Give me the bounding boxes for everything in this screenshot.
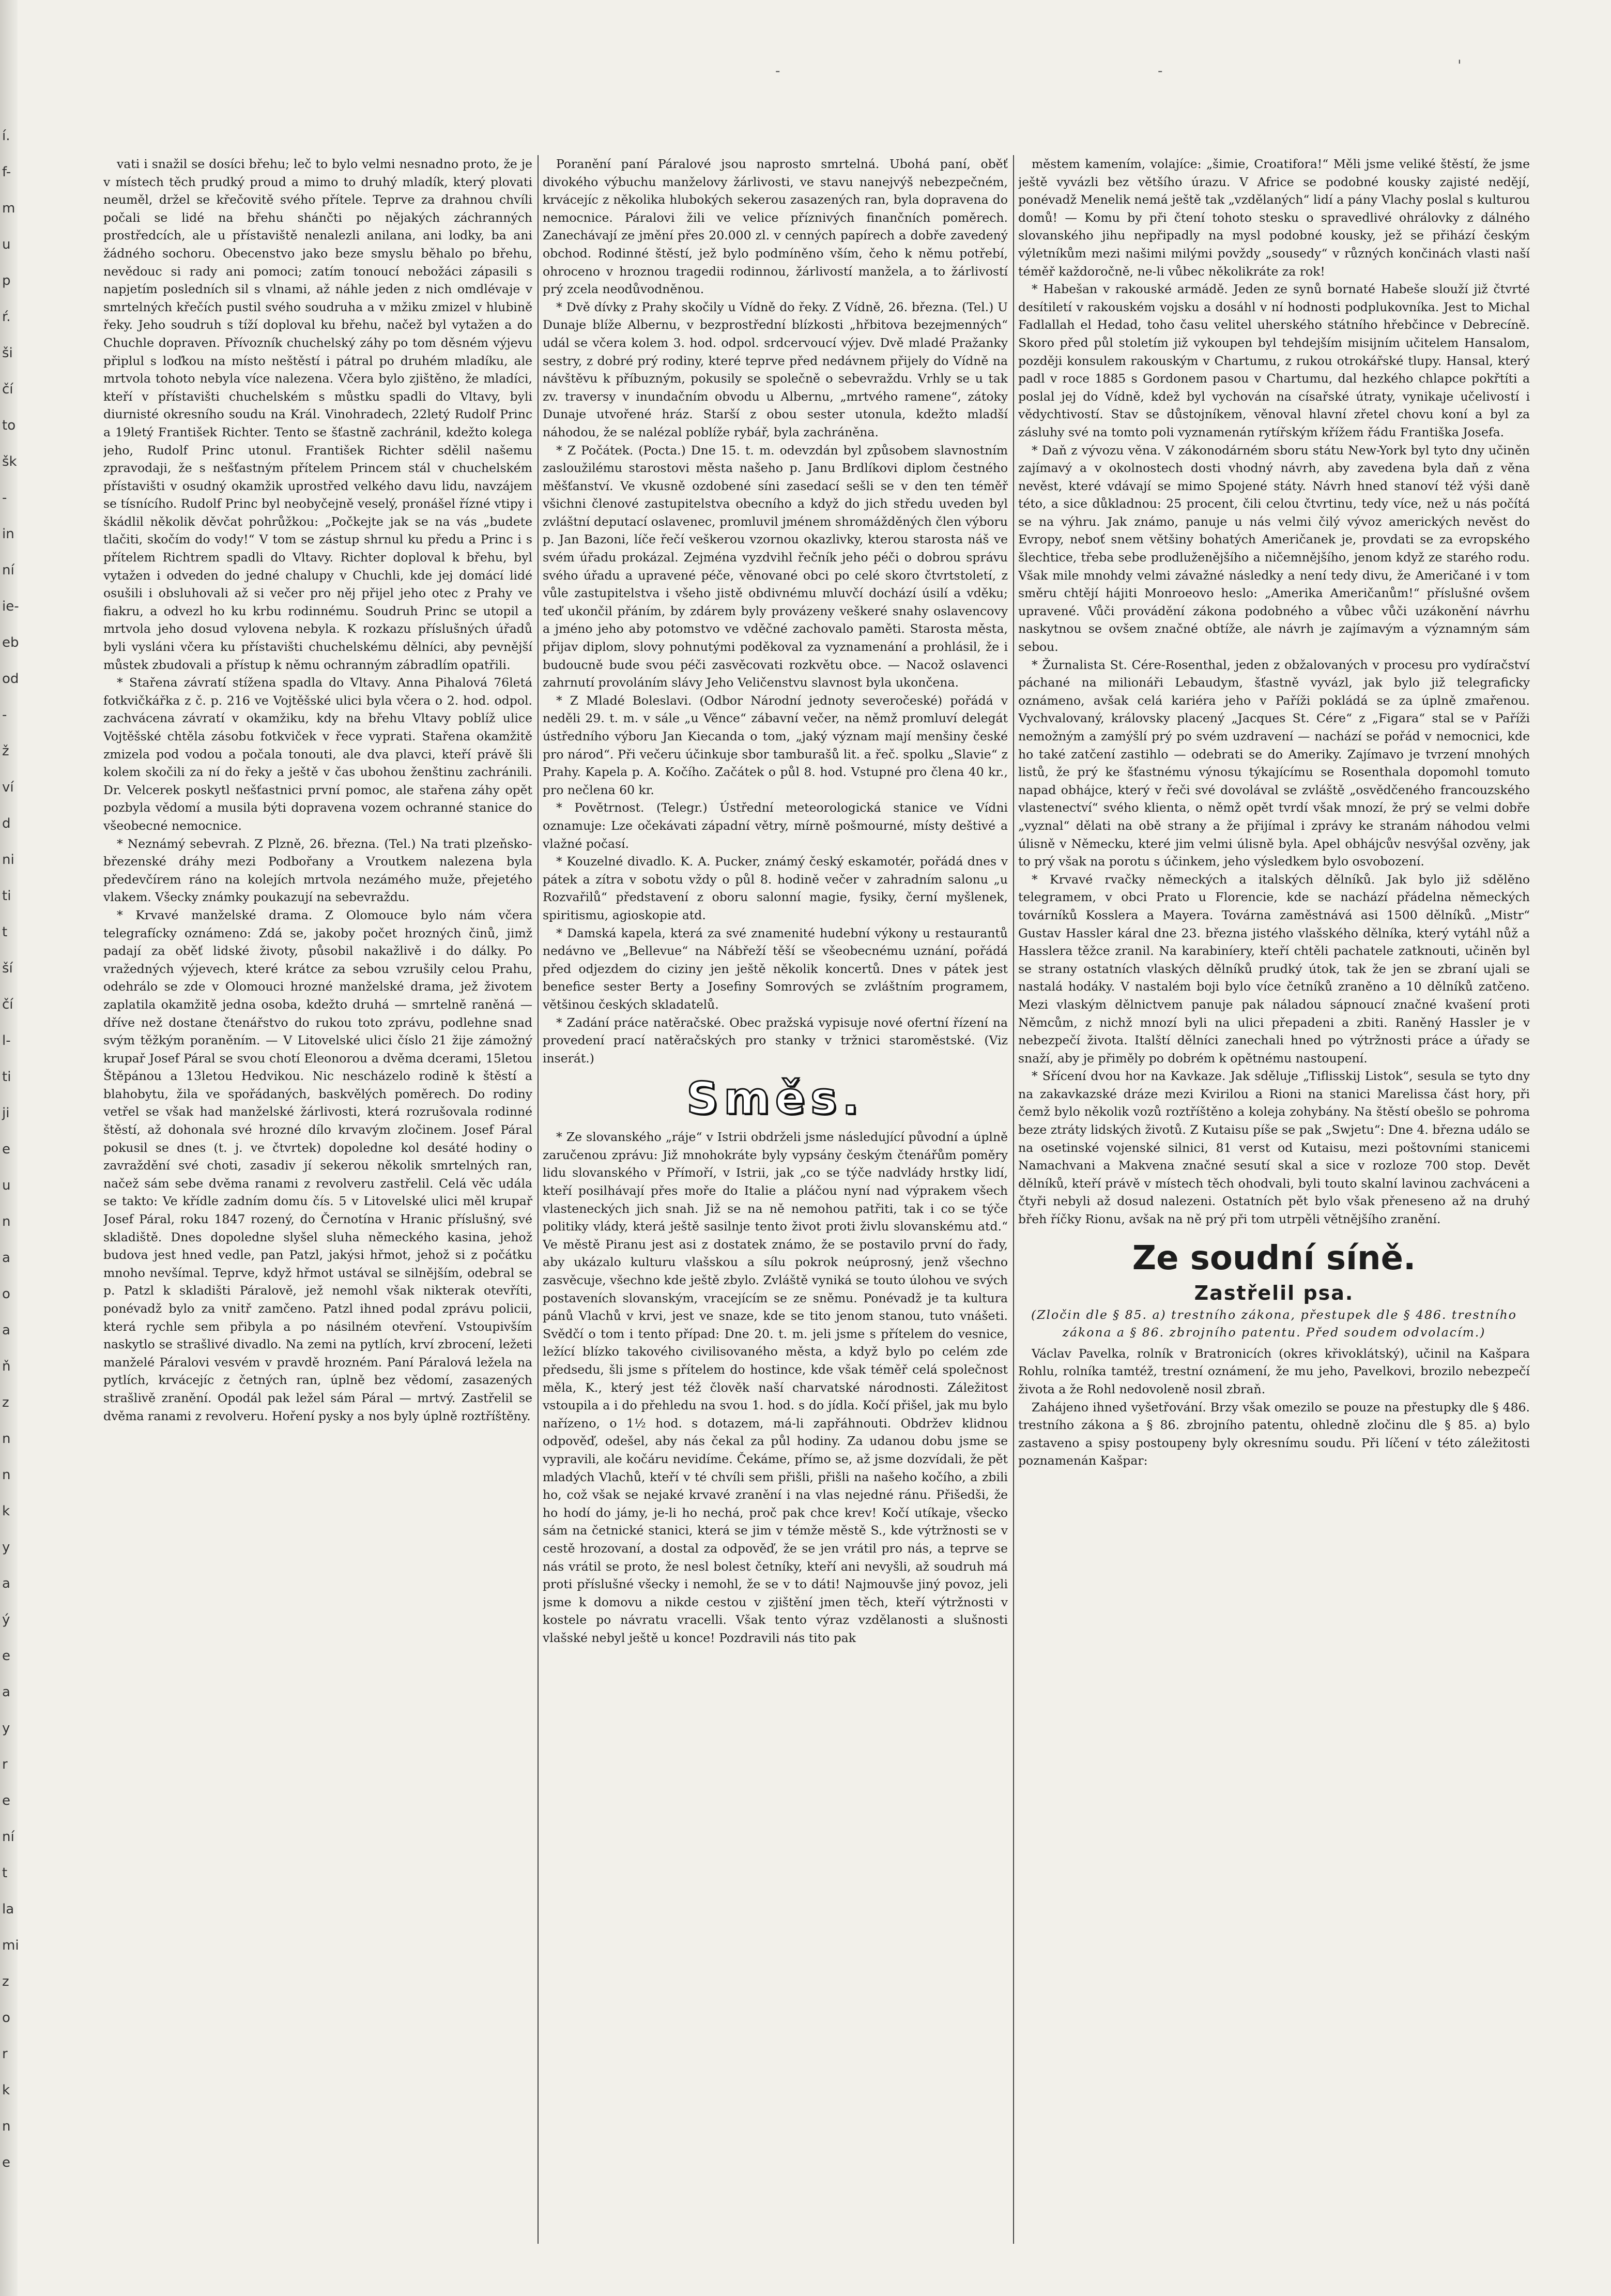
- margin-fragment: od: [2, 671, 19, 687]
- margin-fragment: ý: [2, 1612, 10, 1628]
- article-damska-kapela: * Damská kapela, která za své znamenité hudební výkony u restaurantů nedávno ve „Bellevue“ na Nábřeží těší se všeobecnému uznání, pořádá před odjezdem do ciziny jen ještě několik koncertů. Dnes v pátek jest benefice sester Berty a Josefiny Somrových se zvláštním programem, většinou českých skladatelů.: [543, 925, 1008, 1012]
- article-text: Poranění paní Páralové jsou naprosto smrtelná. Ubohá paní, oběť divokého výbuchu manželovy žárlivosti, ve stavu nanejvýš nebezpečném, krvácejíc z několika hlubokých sekerou zasazených ran, byla dopravena do nemocnice. Páralovi žili ve velice příznivých finančních poměrech. Zanechávají ze jmění přes 20.000 zl. v cenných papírech a dobře zavedený obchod. Rodinné štěstí, jež bylo podmíněno vším, čeho k němu potřebí, ohroceno v hroznou tragedii rodinnou, žárlivostí manžela, a to žárlivostí prý zcela neodůvodněnou.: [543, 157, 1008, 297]
- margin-fragment: n: [2, 1214, 11, 1229]
- column-3: [1018, 155, 1530, 2244]
- margin-fragment: ž: [2, 743, 9, 759]
- margin-fragment: ní: [2, 1829, 14, 1845]
- article-habesan: * Habešan v rakouské armádě. Jeden ze synů bornaté Habeše slouží již čtvrté desítiletí v rakouském vojsku a dosáhl v ní hodnosti podplukovníka. Jest to Michal Fadlallah el Hedad, toho času velitel uherského státního hřebčince v Debrecíně. Skoro před půl stoletím již vykoupen byl tehdejším misijním učitelem Hansalom, později konsulem rakouským v Chartumu, z rukou otrokářské tlupy. Hansal, který padl v roce 1885 s Gordonem pasou v Chartumu, dal hezkého chlapce pokřtíti a poslal jej do Vídně, kdež byl vychován na císařské útraty, vynikaje učelivostí i vědychtivostí. Stav se důstojníkem, věnoval hlavní zřetel chovu koní a byl za zásluhy své na tomto poli vyznamenán rytířským křížem řádu Františka Josefa.: [1018, 282, 1530, 439]
- margin-fragment: eb: [2, 635, 19, 650]
- margin-fragment: in: [2, 526, 14, 542]
- margin-fragment: e: [2, 2155, 10, 2170]
- margin-fragment: y: [2, 1721, 10, 1736]
- margin-fragment: y: [2, 1540, 10, 1555]
- margin-fragment: m: [2, 201, 16, 216]
- page-mark: ': [1457, 57, 1462, 74]
- article-sriceni-hor: * Sřícení dvou hor na Kavkaze. Jak sděluje „Tiflisskij Listok“, sesula se tyto dny na zakavkazské dráze mezi Kvirilou a Rioni na stanici Marelissa část hory, při čemž bylo několik vozů roztříštěno a koleja zohybány. Na štěstí obešlo se pohroma beze ztráty lidských životů. Z Kutaisu píše se pak „Swjetu“: Dne 4. března událo se na osetinské vojenské silnici, 81 verst od Kutaisu, mezi poštovními stanicemi Namachvani a Makvena značné sesutí skal a sice v rozloze 700 stop. Devět dělníků, kteří právě v místech těch ohodvali, byli touto skalní lavinou zachváceni a čtyři nebyli až dosud nalezeni. Ostatních pět bylo však přeneseno až na druhý břeh říčky Rionu, avšak na ně prý při tom utrpěli větnějšího zranění.: [1018, 1069, 1530, 1227]
- page-mark: -: [775, 62, 780, 79]
- margin-fragment: z: [2, 1395, 9, 1410]
- article-text: městem kamením, volajíce: „šimie, Croatifora!“ Měli jsme veliké štěstí, že jsme ještě vyvázli bez většího úrazu. V Africe se podobné kousky zajisté nedějí, ponévadž Menelik nemá ještě tak „vzdělaných“ lidí a pány Vlachy poslal s kulturou domů! — Komu by při čtení tohoto stesku o spravedlivé ohrálovky z dálného slovanského jihu nepřipadly na mysl podobné kousky, jež se přihází českým výletníkům mezi našimi milými povždy „sousedy“ v různých končinách vlasti naší téměř každoročně, ne-li vůbec několikráte za rok!: [1018, 157, 1530, 279]
- margin-fragment: ň: [2, 1359, 11, 1374]
- article-text: vati i snažil se dosíci břehu; leč to bylo velmi nesnadno proto, že je v místech těch prudký proud a mimo to druhý mladík, který plovati neuměl, držel se křečovitě svého přítele. Teprve za drahnou chvíli počali se lidé na břehu shánčti po nějakých záchranných prostředcích, ale u přístaviště nenalezli anilana, ani lodky, ba ani žádného sochoru. Obecenstvo jako beze smyslu běhalo po břehu, nevědouc si rady ani pomoci; zatím tonoucí nebožáci zápasili s napjetím posledních sil s vlnami, až náhle jeden z nich omdlévaje v smrtelných křečích pustil svého soudruha a v mžiku zmizel v hlubině řeky. Jeho soudruh s tíží doploval ku břehu, načež byl vytažen a do Chuchle dopraven. Přívozník chuchelský záhy po tom děsném výjevu připlul s loďkou na místo neštěstí i pátral po druhém mladíku, ale mrtvola tohoto nebyla více nalezena. Včera bylo zjištěno, že mladíci, kteří v přístavišti chuchelském s můstku spadli do Vltavy, byli diurnisté okresního soudu na Král. Vinohradech, 22letý Rudolf Princ a 19letý František Richter. Tento se šťastně zachránil, kdežto kolega jeho, Rudolf Princ utonul. František Richter sdělil našemu zpravodaji, že s nešťastným přítelem Princem stál v chuchelském přístavišti v osudný okamžik uprostřed velkého davu lidu, navzájem se tísnícího. Rudolf Princ byl neobyčejně veselý, pronášel řízné vtipy i škádlil několik děvčat pohrůžkou: „Počkejte jak se na vás „budete tlačiti, skočím do vody!“ V tom se zástup shrnul ku předu a Princ i s přítelem Richtrem spadli do Vltavy. Richter doploval k břehu, byl vytažen i odveden do jedné chalupy v Chuchli, kde jej domácí lidé osušili i obsluhovali až si večer pro něj přijel jeho otec z Prahy ve fiakru, a odvezl ho ku krbu rodinnému. Soudruh Princ se utopil a mrtvola jeho dosud vylovena nebyla. K rozkazu příslušných úřadů byli vysláni včera ku přístavišti chuchelskému dělníci, aby pevnější můstek zbudovali a přístup k němu ochranným zábradlím opatřili.: [103, 157, 532, 672]
- column-2: [543, 155, 1008, 2244]
- margin-fragment: z: [2, 1974, 9, 1989]
- margin-fragment: l-: [2, 1033, 11, 1048]
- article-stare-spadla: * Stařena závratí stížena spadla do Vltavy. Anna Pihalová 76letá fotkvičkářka z č. p. 216 ve Vojtěšské ulici byla včera o 2. hod. odpol. zachvácena závratí v okamžiku, kdy na břehu Vltavy poblíž ulice Vojtěšské chtěla zásobu fotkviček v řece vyprati. Stařena okamžitě zmizela pod vodou a počala tonouti, ale dva plavci, kteří právě šli kolem skočili za ní do řeky a ještě v čas ubohou ženštinu zachránili. Dr. Velcerek poskytl nešťastnici první pomoc, ale stařena záhy opět pozbyla vědomí a musila býti dopravena vozem ochranné stanice do všeobecné nemocnice.: [103, 675, 532, 833]
- margin-fragment: čí: [2, 997, 13, 1012]
- margin-fragment: d: [2, 816, 11, 831]
- margin-fragment: to: [2, 418, 16, 433]
- margin-fragment: r: [2, 1757, 8, 1772]
- margin-fragment: ji: [2, 1105, 10, 1121]
- column-1: [103, 155, 532, 2244]
- margin-fragment: čí: [2, 382, 13, 397]
- article-povetrnost: * Povětrnost. (Telegr.) Ústřední meteorologická stanice ve Vídni oznamuje: Lze očekávati západní větry, mírně pošmourné, místy deštivé a vlažné počasí.: [543, 800, 1008, 851]
- article-text: Václav Pavelka, rolník v Bratronicích (okres křivoklátský), učinil na Kašpara Rohlu, rolníka tamtéž, trestní oznámení, že mu jeho, Pavelkovi, brozilo nebezpečí života a že Rohl nedovoleně nosil zbraň.: [1018, 1346, 1530, 1396]
- column-rule: [538, 155, 539, 2244]
- margin-fragment: n: [2, 1467, 11, 1483]
- margin-fragment: mi: [2, 1938, 19, 1953]
- article-sebevrah: * Neznámý sebevrah. Z Plzně, 26. března. (Tel.) Na trati plzeňsko-březenské dráhy mezi Podbořany a Vroutkem nalezena byla předevčírem ráno na kolejích mrtvola nezámého muže, přejetého vlakem. Všecky známky poukazují na sebevraždu.: [103, 836, 532, 905]
- article-krvave-rvacky: * Krvavé rvačky německých a italských dělníků. Jak bylo již sdělěno telegramem, v obci Prato u Florencie, kde se nachází přádelna německých továrníků Kosslera a Mayera. Továrna zaměstnává asi 1500 dělníků. „Mistr“ Gustav Hassler káral dne 23. března jistého vlašského dělníka, který vytáhl nůž a Hasslera těžce zranil. Na karabiníery, kteří chtěli pachatele zatknouti, učiněn byl se strany ostatních vlaských dělníků prudký útok, tak že jen se zbraní ujali se nastalá hodáky. V nastalém boji bylo více četníků zraněno a 10 dělníků zatčeno. Mezi vlaským dělnictvem panuje pak náladou sápnoucí značné kvašení proti Němcům, z nichž mnozí byli na ulici přepadeni a zbiti. Raněný Hassler je v nebezpečí života. Italští dělníci zanechali hned po výtržnosti práce a úřady se snaží, aby je přiměly po dobrém k opětnému nastoupení.: [1018, 872, 1530, 1066]
- article-z-pocatek: * Z Počátek. (Pocta.) Dne 15. t. m. odevzdán byl způsobem slavnostním zasloužilému starostovi města našeho p. Janu Brdlíkovi diplom čestného měšťanství. Ve vkusně ozdobené síni zasedací sešli se v den ten téměř všichni členové zastupitelstva obecního a když do jich středu uveden byl zvláštní deputací oslavenec, promluvil jménem shromážděných člen výboru p. Jan Bazoni, líče řečí veškerou vzornou okazlivky, kterou starosta náš ve svém úřadu prokázal. Zejména vyzdvihl řečník jeho péči o dobrou správu svého úřadu a upravené péče, věnované obci po celé skoro čtvrtstoletí, z vůle zastupitelstva i všeho jistě obdivnému mluvčí dochází úsilí a vděku; teď ukončil přáním, by zdárem byly provázeny veškeré snahy oslavencovy a jméno jeho aby potomstvo ve vděčné zachovalo paměti. Starosta města, přijav diplom, slovy pohnutými poděkoval za vyznamenání a prohlásil, že i budoucně bude svou péči zasvěcovati rozkvětu obce. — Nacož oslavenci zahrnutí provoláním slávy Jeho Veličenstvu slavnost byla ukončena.: [543, 443, 1008, 690]
- margin-fragment: e: [2, 1648, 10, 1664]
- margin-fragment: -: [2, 707, 7, 723]
- margin-fragment: o: [2, 2010, 10, 2026]
- margin-fragment: šk: [2, 454, 17, 469]
- page-mark: -: [1158, 62, 1163, 79]
- margin-fragment: a: [2, 1250, 10, 1266]
- margin-fragment: ŕ.: [2, 309, 11, 325]
- article-lead: (Zločin dle § 85. a) trestního zákona, přestupek dle § 486. trestního zákona a § 86. zbrojního patentu. Před soudem odvolacím.): [1031, 1307, 1517, 1340]
- article-title-zastrelil-psa: Zastřelil psa.: [1194, 1281, 1354, 1304]
- margin-fragment: ie-: [2, 599, 19, 614]
- margin-fragment: p: [2, 273, 11, 288]
- margin-fragment: ši: [2, 345, 13, 361]
- margin-fragment: ví: [2, 780, 14, 795]
- margin-fragment: n: [2, 1431, 11, 1447]
- article-mlada-boleslav: * Z Mladé Boleslavi. (Odbor Národní jednoty severočeské) pořádá v neděli 29. t. m. v sále „u Věnce“ zábavní večer, na němž promluví delegát ústředního výboru Jan Kiecanda o tom, „jaký význam mají menšiny české pro národ“. Při večeru účinkuje sbor tamburašů lit. a řeč. spolku „Slavie“ z Prahy. Kapela p. A. Kočího. Začátek o půl 8. hod. Vstupné pro člena 40 kr., pro nečlena 60 kr.: [543, 693, 1008, 797]
- article-slovansky-raj: * Ze slovanského „ráje“ v Istrii obdrželi jsme následující původní a úplně zaručenou zprávu: Již mnohokráte byly vypsány českým čtenářům poměry lidu slovanského v Přímoří, v Istrii, jak „co se týče nadvlády hrstky lidí, kteří posilhávají přes moře do Italie a pláčou nyní nad výprakem všech vlasteneckých jich snah. Již se na ně nemohou patřiti, tak i co se týče politiky vlády, která ještě sasilnje tento život proti živlu slovanskému atd.“ Ve městě Piranu jest asi z dostatek známo, že se postavilo první do řady, aby ukázalo kulturu vlašskou a sílu pokrok neúprosný, jenž všechno zasvěcuje, všechno kde ještě zbylo. Zvláště vyniká se touto úlohou ve svých postaveních slovanským, vracejícím se ze sněmu. Ponévadž je ta kultura pánů Vlachů v krvi, jest ve snaze, kde se tito jenom stanou, tuto vnášeti. Svědčí o tom i tento případ: Dne 20. t. m. jeli jsme s přítelem do vesnice, ležící blízko takového civilisovaného města, a když bylo po celém zde předsedu, šli jsme s přítelem do hostince, kde však téměř celá společnost měla, K., který jest též člověk naší charvatské národnosti. Záležitost vstoupila a i do přehledu na svou 1. hod. s do jídla. Kočí přišel, jak mu bylo nařízeno, o 1½ hod. s dotazem, má-li zapřáhnouti. Obdržev klidnou odpověď, odešel, aby nás čekal za půl hodiny. Za udanou dobu jsme se vypravili, ale kočáru nevidíme. Čekáme, přímo se, až jsme dozvídali, že pět mladých Vlachů, kteří v té chvíli sem přišli, přišli na našeho kočího, a zbili ho, což však se nejaké krvavé zranění i na vlas nejedné ránu. Přišedši, že ho hodí do jámy, je-li ho nechá, proč pak chce krev! Kočí utíkaje, všecko sám na četnické stanici, která se jim v témže městě S., kde výtržnosti se v cestě hrozovaní, a dostal za odpověď, že se jen vrátil pro nás, a teprve se nás vrátil se proto, že nesl bolest četníky, kteří ani nevyšli, až soudruh má proti příslušné všecky i nemohl, že se v to dáti! Najmouvše jiný povoz, jeli jsme k domovu a nikde cestou v zjištění jmen těch, kteří výtržnosti v kostele po návratu vracelli. Však tento výraz vzdělanosti a slušnosti vlašské nebyl ještě u konce! Pozdravili nás tito pak: [543, 1130, 1008, 1645]
- margin-fragment: t: [2, 1865, 8, 1881]
- article-zurnalista: * Žurnalista St. Cére-Rosenthal, jeden z obžalovaných v procesu pro vydíračství páchané na milionáři Lebaudym, šťastně vyvázl, jak bylo již telegraficky oznámeno, avšak celá kariéra jeho v Paříži pokládá se za úplně zmařenou. Vychvalovaný, královsky placený „Jacques St. Cére“ z „Figara“ stal se v Paříži nemožným a zamýšlí prý po svém uzdravení — nachází se pořád v nemocnici, kde ho také zatčení zastihlo — odebrati se do Ameriky. Zajímavo je tvrzení mnohých listů, že prý ke šťastnému výnosu týkajícímu se Rosenthala dopomohl tomuto napad obhájce, který v řeči své dovolával se zvláště „osvědčeného francouzského vlastenectví“ svého klienta, o němž opět tvrdí však mnozí, že prý se velmi dobře „vyznal“ dělati na obě strany a že přijímal i zprávy ke stranám náhodou velmi úlisně v Německu, které jim velmi úlisně byla. Apel obhájcův nesvýšal ozvěny, jak to prý však na porotu s účinkem, jeho výsledkem bylo osvobození.: [1018, 657, 1530, 869]
- article-kouzelne-divadlo: * Kouzelné divadlo. K. A. Pucker, známý český eskamotér, pořádá dnes v pátek a zítra v sobotu vždy o půl 8. hodině večer v zahradním salonu „u Rozvařilů“ představení z oboru salonní magie, fysiky, černí myšlenek, spiritismu, agioskopie atd.: [543, 854, 1008, 922]
- margin-fragment: e: [2, 1142, 10, 1157]
- column-rule: [1013, 155, 1014, 2244]
- margin-fragment: f-: [2, 164, 11, 180]
- left-margin-strip: [0, 0, 18, 2296]
- margin-fragment: k: [2, 2082, 10, 2098]
- article-zadani-prace: * Zadání práce natěračské. Obec pražská vypisuje nové ofertní řízení na provedení prací natěračských pro stanky v tržnici staroměstské. (Viz inserát.): [543, 1015, 1008, 1066]
- section-heading-smes: Směs.: [686, 1073, 864, 1125]
- article-dan-z-vyvozu: * Daň z vývozu věna. V zákonodárném sboru státu New-York byl tyto dny učiněn zajímavý a v okolnostech dosti vhodný návrh, aby zavedena byla daň z věna nevěst, které vdávají se mimo Spojené státy. Návrh hned stanoví též výši daně této, a sice důkladnou: 25 procent, čili celou čtvrtinu, tedy více, než u nás počítá se na výhru. Jak známo, panuje u nás velmi čilý vývoz amerických nevěst do Evropy, neboť snem většiny bohatých Američanek je, provdati se za evropského šlechtice, třeba sebe prodluženějšího a ničemnějšího, jenom když ze starého rodu. Však mile mnohdy velmi závažné následky a není tedy divu, že Američané i v tom směru chtějí hájiti Monroeovo heslo: „Amerika Američanům!“ příslušné ovšem upravené. Vůči provádění zákona podobného a vůbec vůči uzákonění návrhu naskytnou se ovšem značné obtíže, ale návrh je zajímavým a významným sám sebou.: [1018, 443, 1530, 655]
- margin-fragment: ší: [2, 961, 13, 976]
- margin-fragment: ní: [2, 562, 14, 578]
- margin-fragment: í.: [2, 128, 10, 144]
- article-text: Zahájeno ihned vyšetřování. Brzy však omezilo se pouze na přestupky dle § 486. trestního zákona a § 86. zbrojního patentu, ohledně zločinu dle § 85. a) bylo zastaveno a spisy postoupeny byly okresnímu soudu. Při líčení v této záležitosti poznamenán Kašpar:: [1018, 1400, 1530, 1468]
- margin-fragment: u: [2, 1178, 11, 1193]
- margin-fragment: ni: [2, 852, 14, 868]
- margin-fragment: n: [2, 2119, 11, 2134]
- newspaper-page: [103, 155, 1530, 2244]
- margin-fragment: r: [2, 2046, 8, 2062]
- margin-fragment: u: [2, 237, 11, 252]
- margin-fragment: -: [2, 490, 7, 506]
- article-manzelske-drama: * Krvavé manželské drama. Z Olomouce bylo nám včera telegrafícky oznámeno: Zdá se, jakoby počet hrozných činů, jimž padají za oběť lidské životy, působil nakažlivě i do dálky. Po vražedných výjevech, které krátce za sebou vzrušily celou Prahu, odehrálo se zde v Olomouci hrozné manželské drama, jež životem zaplatila okamžitě jedna osoba, kdežto druhá — smrtelně raněná — dříve než dostane čtenářstvo do rukou toto zprávu, podlehne snad svým těžkým poraněním. — V Litovelské ulici číslo 21 žije zámožný krupař Josef Páral se svou chotí Eleonorou a dvěma dcerami, 15letou Štěpánou a 13letou Hedvikou. Nic nescházelo rodině k štěstí a blahobytu, žila ve spořádaných, baskvělých poměrech. Do rodiny vetřel se však had manželské žárlivosti, která rozrušovala rodinné štěstí, až dohonala své hrozné dílo krvavým zločinem. Josef Páral pokusil se dnes (t. j. ve čtvrtek) dopoledne kol desáté hodiny o zavraždění své choti, zasadiv jí sekerou několik smrtelných ran, načež sám sebe dvěma ranami z revolveru zastřelil. Celá věc udála se takto: Ve křídle zadním domu čís. 5 v Litovelské ulici měl krupař Josef Páral, roku 1847 rozený, do Černotína v Hranic příslušný, své skladiště. Dnes dopoledne slyšel sluha německého kasina, jehož budova jest hned vedle, pan Patzl, jakýsi hřmot, jehož si z počátku mnoho nevšímal. Teprve, když hřmot ustával se silnějším, odebral se p. Patzl k skladišti Páralově, jež nemohl však nikterak otevříti, ponévadž bylo za vnitř zamčeno. Patzl ihned podal zprávu policii, která rychle sem přibyla a po násilném otevření. Vstoupivším naskytlo se strašlivé divadlo. Na zemi na pytlích, krví zbrocení, ležeti manželé Páralovi vesvém v pravdě hrozném. Paní Páralová ležela na pytlích, krvácejíc z četných ran, úplně bez vědomí, zasazených strašlivě zranění. Opodál pak ležel sám Páral — mrtvý. Zastřelil se dvěma ranami z revolveru. Hoření pysky a nos byly úplně roztříštěny.: [103, 907, 532, 1423]
- margin-fragment: a: [2, 1684, 10, 1700]
- margin-fragment: e: [2, 1793, 10, 1808]
- article-dve-divky: * Dvě dívky z Prahy skočily u Vídně do řeky. Z Vídně, 26. března. (Tel.) U Dunaje blíže Albernu, v bezprostřední blízkosti „hřbitova bezejmenných“ udál se včera kolem 3. hod. odpol. srdcervoucí výjev. Dvě mladé Pražanky sestry, z dobré prý rodiny, které teprve před nedávnem přijely do Vídně na návštěvu k příbuzným, pokusily se společně o sebevraždu. Vrhly se u tak zv. traversy v inundačním obvodu u Albernu, „mrtvého ramene“, zátoky Dunaje utvořené hráz. Starší z obou sester utonula, kdežto mladší náhodou, že se nalézal poblíže rybář, byla zachráněna.: [543, 299, 1008, 439]
- margin-fragment: ti: [2, 888, 11, 904]
- margin-fragment: t: [2, 924, 8, 940]
- margin-fragment: o: [2, 1286, 10, 1302]
- margin-fragment: a: [2, 1576, 10, 1591]
- margin-fragment: k: [2, 1503, 10, 1519]
- margin-fragment: a: [2, 1322, 10, 1338]
- margin-fragment: ti: [2, 1069, 11, 1085]
- margin-fragment: la: [2, 1902, 14, 1917]
- section-heading-soudni-sin: Ze soudní síně.: [1132, 1239, 1416, 1278]
